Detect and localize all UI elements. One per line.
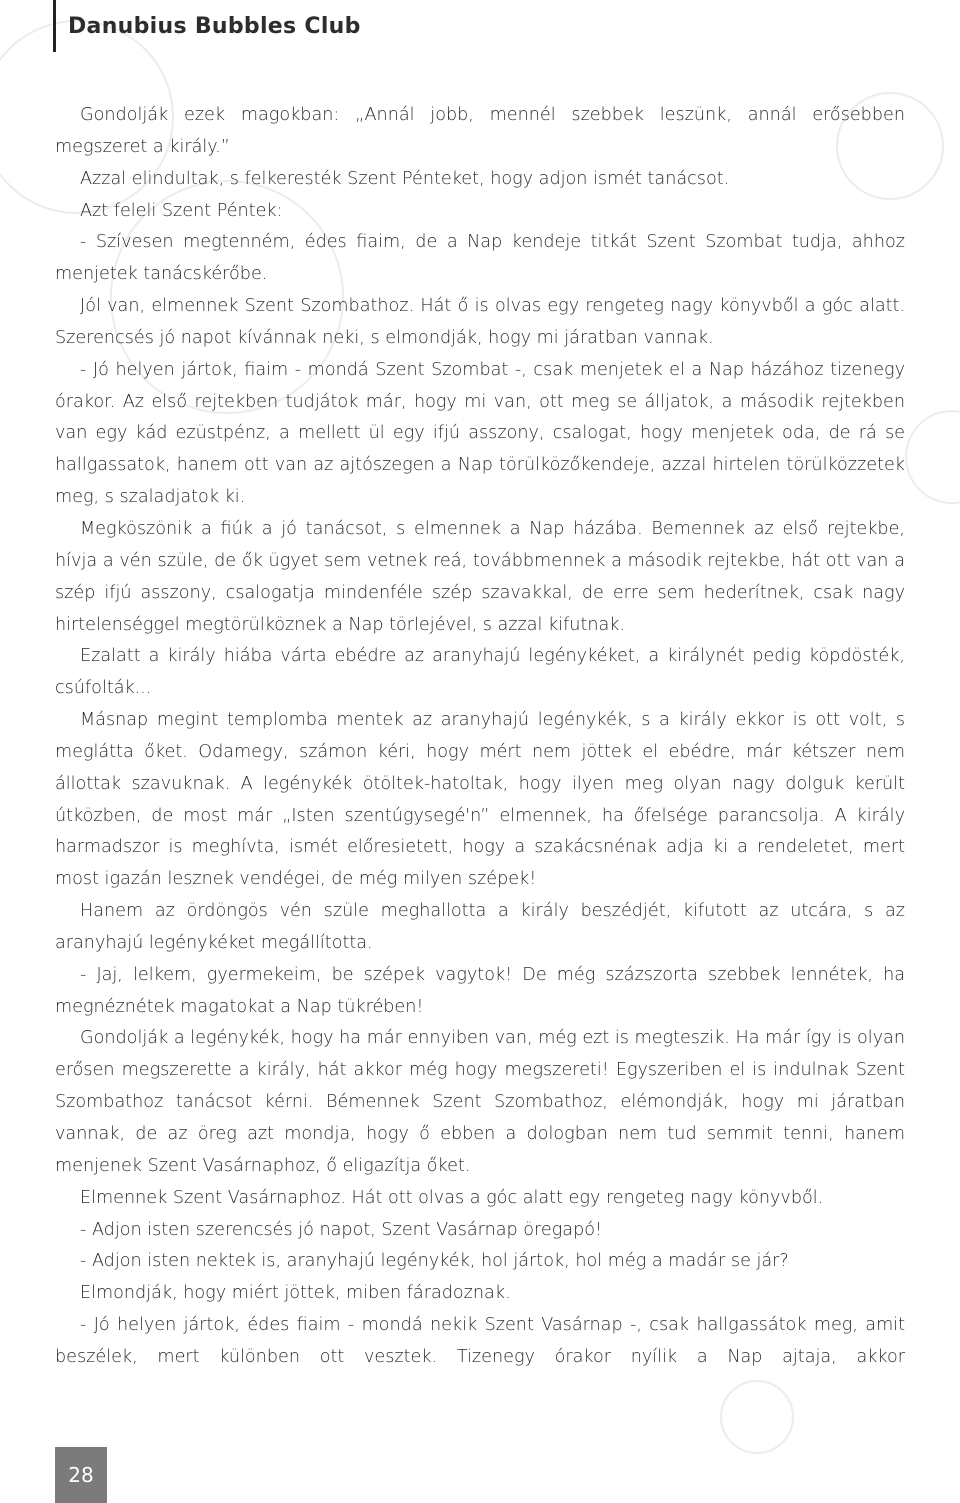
- paragraph: Megköszönik a fiúk a jó tanácsot, s elmennek a Nap házába. Bemennek az első rejtekbe, hívja a vén szüle, de ők ügyet sem vetnek reá, továbbmennek a második rejtekbe, hát ott van a szép ifjú asszony, csalogatja mindenféle szép szavakkal, de erre sem hederítnek, csak nagy hirtelenséggel megtörülköznek a Nap törlejével, s azzal kifutnak.: [55, 518, 905, 635]
- bubble-decoration: [720, 1380, 794, 1454]
- paragraph: - Adjon isten nektek is, aranyhajú legénykék, hol jártok, hol még a madár se jár?: [80, 1251, 789, 1272]
- header-rule: [53, 0, 56, 52]
- page-number: 28: [55, 1447, 107, 1503]
- paragraph: Ezalatt a király hiába várta ebédre az aranyhajú legénykéket, a királynét pedig köpdösték, csúfolták...: [55, 646, 905, 699]
- header-title: Danubius Bubbles Club: [68, 14, 361, 39]
- paragraph: Azt feleli Szent Péntek:: [80, 200, 283, 221]
- paragraph: Gondolják ezek magokban: „Annál jobb, mennél szebbek leszünk, annál erősebben megszeret a király.”: [55, 105, 905, 157]
- paragraph: Elmennek Szent Vasárnaphoz. Hát ott olvas a góc alatt egy rengeteg nagy könyvből.: [80, 1187, 824, 1208]
- paragraph: Jól van, elmennek Szent Szombathoz. Hát ő is olvas egy rengeteg nagy könyvből a góc alatt. Szerencsés jó napot kívánnak neki, s elmondják, hogy mi járatban vannak.: [55, 296, 905, 348]
- paragraph: Másnap megint templomba mentek az aranyhajú legénykék, s a király ekkor is ott volt, s meglátta őket. Odamegy, számon kéri, hogy mért nem jöttek el ebédre, már kétszer nem állottak szavuknak. A legénykék ötöltek-hatoltak, hogy ilyen meg olyan nagy dolguk került útközben, de most már „Isten szentúgysegé'n” elmennek, ha őfelsége parancsolja. A király harmadszor is meghívta, ismét előresietett, hogy a szakácsnénak adja ki a rendeletet, mert most igazán lesznek vendégei, de még milyen szépek!: [55, 710, 905, 890]
- paragraph: - Jaj, lelkem, gyermekeim, be szépek vagytok! De még százszorta szebbek lennétek, ha megnéznétek magatokat a Nap tükrében!: [55, 964, 905, 1017]
- paragraph: Azzal elindultak, s felkeresték Szent Pénteket, hogy adjon ismét tanácsot.: [80, 168, 730, 189]
- paragraph: - Jó helyen jártok, édes fiaim - mondá nekik Szent Vasárnap -, csak hallgassátok meg, amit beszélek, mert különben ott vesztek. Tizenegy órakor nyílik a Nap ajtaja, akkor: [55, 1315, 905, 1367]
- paragraph: - Jó helyen jártok, fiaim - mondá Szent Szombat -, csak menjetek el a Nap házához tizenegy órakor. Az első rejtekben tudjátok már, hogy mi van, ott meg se álljatok, a második rejtekben van egy kád ezüstpénz, a mellett ül egy ifjú asszony, csalogat, hogy menjetek oda, de rá se hallgassatok, hanem ott van az ajtószegen a Nap törülközőkendeje, azzal hirtelen törülközzetek meg, s szaladjatok ki.: [55, 359, 905, 508]
- paragraph: Gondolják a legénykék, hogy ha már ennyiben van, még ezt is megteszik. Ha már így is olyan erősen megszerette a király, hát akkor még hogy megszereti! Egyszeriben el is indulnak Szent Szombathoz tanácsot kérni. Bémennek Szent Szombathoz, elémondják, hogy mi járatban vannak, de az öreg azt mondja, hogy ő ebben a dologban nem tud semmit tenni, hanem menjenek Szent Vasárnaphoz, ő eligazítja őket.: [55, 1028, 905, 1176]
- paragraph: - Szívesen megtenném, édes fiaim, de a Nap kendeje titkát Szent Szombat tudja, ahhoz menjetek tanácskérőbe.: [55, 232, 905, 285]
- paragraph: - Adjon isten szerencsés jó napot, Szent Vasárnap öregapó!: [80, 1219, 603, 1240]
- body-text: [55, 100, 905, 1374]
- bubble-decoration: [905, 410, 960, 504]
- paragraph: Elmondják, hogy miért jöttek, miben fáradoznak.: [80, 1283, 511, 1304]
- paragraph: Hanem az ördöngös vén szüle meghallotta a király beszédjét, kifutott az utcára, s az aranyhajú legénykéket megállította.: [55, 901, 905, 953]
